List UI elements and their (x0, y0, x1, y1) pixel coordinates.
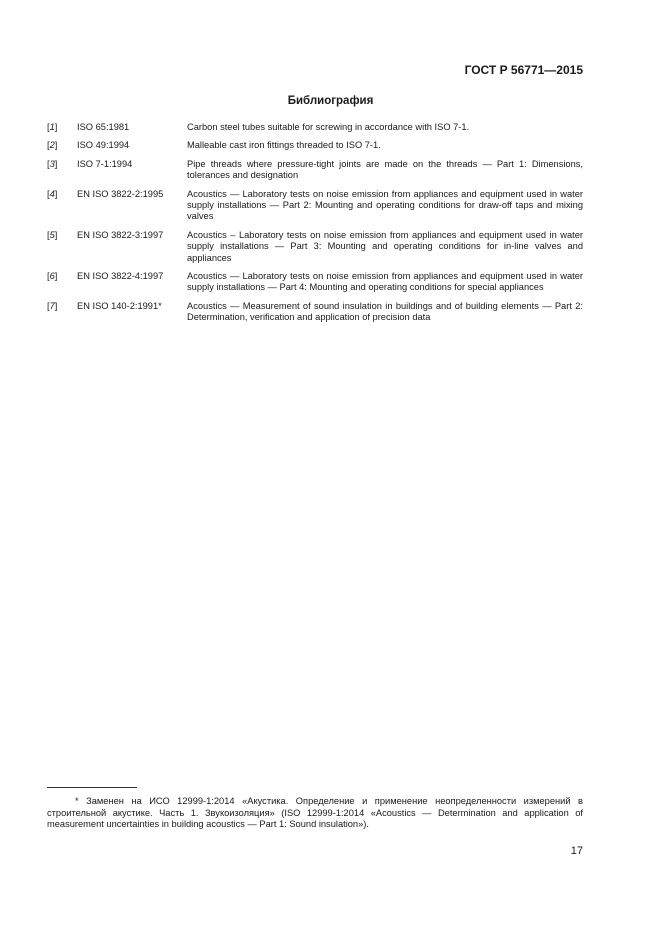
bibliography-index: [6] (47, 271, 58, 282)
bibliography-code: EN ISO 3822-3:1997 (77, 229, 164, 240)
bibliography-index: [5] (47, 229, 58, 240)
bibliography-code: EN ISO 3822-4:1997 (77, 271, 164, 282)
bibliography-title: Carbon steel tubes suitable for screwing in accordance with ISO 7-1. (187, 122, 470, 132)
bibliography-item (47, 189, 583, 223)
bibliography-number: 5 (49, 229, 55, 240)
bibliography-index: [1] (47, 122, 58, 132)
section-title: Библиография (287, 95, 374, 107)
bibliography-title: Acoustics — Laboratory tests on noise emission from appliances and equipment used in water supply installations — Part 4: Mounting and operating conditions for special appliances (187, 271, 583, 293)
footnote-divider (47, 787, 137, 788)
bibliography-item (47, 159, 583, 182)
bibliography-number: 7 (49, 300, 55, 311)
bibliography-code: ISO 7-1:1994 (77, 158, 133, 169)
footnote: * Заменен на ИСО 12999-1:2014 «Акустика. Определение и применение неопределенности измерений в строительной акустике. Часть 1. Звукоизоляция» (ISO 12999-1:2014 «Acoustics — Determination and application of measurement uncertainties in building acoustics — Part 1: Sound insulation»). (47, 796, 583, 830)
bibliography-index: [7] (47, 300, 58, 311)
bibliography-code: ISO 49:1994 (77, 140, 130, 151)
bibliography-index: [3] (47, 158, 58, 169)
bibliography-item (47, 271, 583, 294)
bibliography-number: 3 (49, 158, 55, 169)
bibliography-number: 2 (49, 140, 55, 151)
bibliography-number: 4 (49, 188, 55, 199)
bibliography-index: [2] (47, 140, 58, 151)
bibliography-code: EN ISO 3822-2:1995 (77, 188, 164, 199)
bibliography-list (47, 122, 583, 331)
bibliography-item (47, 122, 583, 133)
bibliography-title: Acoustics — Measurement of sound insulation in buildings and of building elements — Part 2: Determination, verification and application of precision data (187, 300, 583, 323)
bibliography-code: EN ISO 140-2:1991* (77, 300, 162, 311)
page-number: 17 (570, 845, 583, 857)
bibliography-title: Acoustics – Laboratory tests on noise emission from appliances and equipment used in water supply installations — Part 3: Mounting and operating conditions for in-line valves and appliances (187, 229, 583, 263)
bibliography-item (47, 301, 583, 324)
bibliography-code: ISO 65:1981 (77, 122, 130, 132)
bibliography-title: Malleable cast iron fittings threaded to ISO 7-1. (187, 140, 381, 151)
bibliography-title: Pipe threads where pressure-tight joints are made on the threads — Part 1: Dimensions, tolerances and designation (187, 158, 583, 181)
document-code: ГОСТ Р 56771—2015 (464, 63, 583, 77)
bibliography-title: Acoustics — Laboratory tests on noise emission from appliances and equipment used in water supply installations — Part 2: Mounting and operating conditions for draw-off taps and mixing valves (187, 188, 583, 222)
bibliography-number: 6 (49, 271, 55, 282)
bibliography-item (47, 140, 583, 151)
bibliography-number: 1 (49, 122, 55, 132)
bibliography-item (47, 230, 583, 264)
bibliography-index: [4] (47, 188, 58, 199)
